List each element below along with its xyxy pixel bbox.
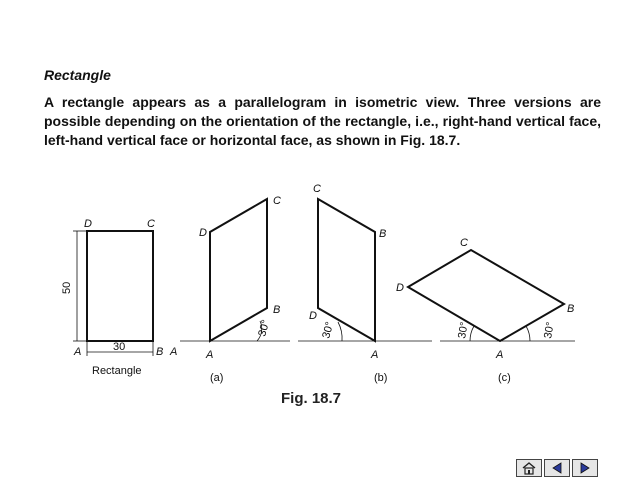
view-c-label-d: D <box>396 282 404 294</box>
view-a-label-a-left: A <box>170 346 178 358</box>
view-b-label-b: B <box>379 228 387 240</box>
slide-nav <box>516 459 600 477</box>
home-icon <box>521 461 537 475</box>
view-c-label-a: A <box>496 349 504 361</box>
section-heading: Rectangle <box>44 67 111 83</box>
rect-label-c: C <box>147 218 155 230</box>
view-b-caption: (b) <box>374 372 388 384</box>
body-paragraph: A rectangle appears as a parallelogram in isometric view. Three versions are possible depending on the orientation of the rectangle, i.e., right-hand vertical face, left-hand vertical face or horizontal face, as shown in Fig. 18.7. <box>44 94 601 148</box>
rect-width-dim: 30 <box>113 341 126 353</box>
rect-height-dim: 50 <box>61 281 73 294</box>
rect-caption: Rectangle <box>92 365 142 377</box>
previous-button[interactable] <box>544 459 570 477</box>
next-button[interactable] <box>572 459 598 477</box>
view-b-angle: 30° <box>320 320 337 340</box>
view-b-label-c: C <box>313 183 321 195</box>
view-a-label-b: B <box>273 304 281 316</box>
view-a-label-a: A <box>206 349 214 361</box>
view-a-caption: (a) <box>210 372 224 384</box>
parallelogram-a <box>210 199 267 341</box>
previous-icon <box>549 461 565 475</box>
parallelogram-c <box>408 250 564 341</box>
figure-caption: Fig. 18.7 <box>281 390 342 407</box>
view-c-angle-left: 30° <box>456 321 471 340</box>
rect-label-b: B <box>156 346 164 358</box>
next-icon <box>577 461 593 475</box>
view-c-angle-right: 30° <box>542 321 557 340</box>
view-b-label-d: D <box>309 310 317 322</box>
home-button[interactable] <box>516 459 542 477</box>
rect-label-a: A <box>74 346 82 358</box>
view-c-label-c: C <box>460 237 468 249</box>
rectangle-shape <box>87 231 153 341</box>
view-a-label-d: D <box>199 227 207 239</box>
parallelogram-b <box>318 199 375 341</box>
rect-label-d: D <box>84 218 92 230</box>
view-c-caption: (c) <box>498 372 511 384</box>
view-a-label-c: C <box>273 195 281 207</box>
view-b-label-a: A <box>371 349 379 361</box>
view-a-angle: 30° <box>256 318 273 338</box>
view-c-label-b: B <box>567 303 575 315</box>
